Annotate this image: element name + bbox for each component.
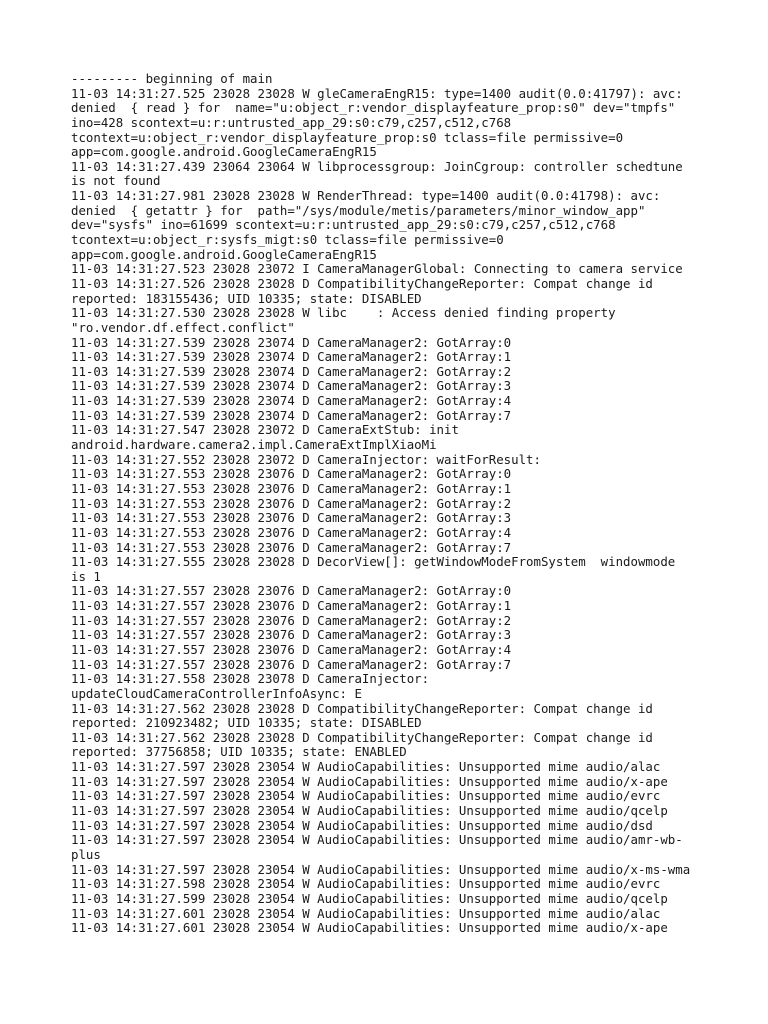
log-line: reported: 37756858; UID 10335; state: ENABLED (71, 744, 407, 760)
log-line: 11-03 14:31:27.557 23028 23076 D CameraManager2: GotArray:0 (71, 583, 512, 599)
log-line: 11-03 14:31:27.539 23028 23074 D CameraManager2: GotArray:1 (71, 349, 512, 365)
log-line: updateCloudCameraControllerInfoAsync: E (71, 685, 362, 701)
log-line: 11-03 14:31:27.597 23028 23054 W AudioCapabilities: Unsupported mime audio/qcelp (71, 803, 668, 819)
log-line: 11-03 14:31:27.539 23028 23074 D CameraManager2: GotArray:7 (71, 407, 512, 423)
log-line: 11-03 14:31:27.557 23028 23076 D CameraManager2: GotArray:4 (71, 641, 512, 657)
log-line: 11-03 14:31:27.557 23028 23076 D CameraManager2: GotArray:2 (71, 612, 512, 628)
log-line: 11-03 14:31:27.599 23028 23054 W AudioCapabilities: Unsupported mime audio/qcelp (71, 890, 668, 906)
log-line: 11-03 14:31:27.526 23028 23028 D CompatibilityChangeReporter: Compat change id (71, 275, 653, 291)
log-line: 11-03 14:31:27.557 23028 23076 D CameraManager2: GotArray:3 (71, 627, 512, 643)
log-line: 11-03 14:31:27.557 23028 23076 D CameraManager2: GotArray:7 (71, 656, 512, 672)
log-line: 11-03 14:31:27.552 23028 23072 D CameraInjector: waitForResult: (71, 451, 541, 467)
log-line: is not found (71, 173, 161, 189)
log-line: 11-03 14:31:27.597 23028 23054 W AudioCapabilities: Unsupported mime audio/amr-wb- (71, 832, 683, 848)
log-line: tcontext=u:object_r:sysfs_migt:s0 tclass=file permissive=0 (71, 232, 504, 248)
log-line: dev="sysfs" ino=61699 scontext=u:r:untrusted_app_29:s0:c79,c257,c512,c768 (71, 217, 616, 233)
log-line: tcontext=u:object_r:vendor_displayfeature_prop:s0 tclass=file permissive=0 (71, 129, 624, 145)
log-line: 11-03 14:31:27.553 23028 23076 D CameraManager2: GotArray:1 (71, 480, 512, 496)
log-line: 11-03 14:31:27.598 23028 23054 W AudioCapabilities: Unsupported mime audio/evrc (71, 876, 661, 892)
log-line: 11-03 14:31:27.557 23028 23076 D CameraManager2: GotArray:1 (71, 598, 512, 614)
log-line: is 1 (71, 568, 101, 584)
log-line: 11-03 14:31:27.547 23028 23072 D CameraExtStub: init (71, 422, 459, 438)
log-line: denied { getattr } for path="/sys/module/metis/parameters/minor_window_app" (71, 202, 646, 218)
log-line: 11-03 14:31:27.523 23028 23072 I CameraManagerGlobal: Connecting to camera service (71, 261, 683, 277)
log-line: 11-03 14:31:27.553 23028 23076 D CameraManager2: GotArray:0 (71, 466, 512, 482)
log-line: 11-03 14:31:27.439 23064 23064 W libprocessgroup: JoinCgroup: controller schedtune (71, 158, 683, 174)
log-line: 11-03 14:31:27.597 23028 23054 W AudioCapabilities: Unsupported mime audio/x-ms-wma (71, 861, 691, 877)
log-line: 11-03 14:31:27.530 23028 23028 W libc : Access denied finding property (71, 305, 616, 321)
log-line: ino=428 scontext=u:r:untrusted_app_29:s0:c79,c257,c512,c768 (71, 114, 512, 130)
log-line: 11-03 14:31:27.553 23028 23076 D CameraManager2: GotArray:3 (71, 510, 512, 526)
log-line: 11-03 14:31:27.525 23028 23028 W gleCameraEngR15: type=1400 audit(0.0:41797): avc: (71, 85, 683, 101)
log-line: 11-03 14:31:27.539 23028 23074 D CameraManager2: GotArray:2 (71, 363, 512, 379)
log-line: 11-03 14:31:27.601 23028 23054 W AudioCapabilities: Unsupported mime audio/alac (71, 905, 661, 921)
log-line: 11-03 14:31:27.539 23028 23074 D CameraManager2: GotArray:4 (71, 393, 512, 409)
log-line: 11-03 14:31:27.553 23028 23076 D CameraManager2: GotArray:4 (71, 524, 512, 540)
log-line: 11-03 14:31:27.597 23028 23054 W AudioCapabilities: Unsupported mime audio/alac (71, 759, 661, 775)
log-line: app=com.google.android.GoogleCameraEngR15 (71, 144, 377, 160)
log-line: app=com.google.android.GoogleCameraEngR15 (71, 246, 377, 262)
log-output (71, 72, 711, 936)
log-line: --------- beginning of main (71, 71, 273, 86)
log-line: 11-03 14:31:27.601 23028 23054 W AudioCapabilities: Unsupported mime audio/x-ape (71, 920, 668, 936)
log-line: 11-03 14:31:27.597 23028 23054 W AudioCapabilities: Unsupported mime audio/evrc (71, 788, 661, 804)
log-line: plus (71, 846, 101, 862)
log-line: 11-03 14:31:27.562 23028 23028 D CompatibilityChangeReporter: Compat change id (71, 700, 653, 716)
log-line: 11-03 14:31:27.562 23028 23028 D CompatibilityChangeReporter: Compat change id (71, 729, 653, 745)
log-line: reported: 183155436; UID 10335; state: DISABLED (71, 290, 422, 306)
log-line: 11-03 14:31:27.558 23028 23078 D CameraInjector: (71, 671, 430, 687)
log-line: 11-03 14:31:27.553 23028 23076 D CameraManager2: GotArray:7 (71, 539, 512, 555)
log-line: 11-03 14:31:27.597 23028 23054 W AudioCapabilities: Unsupported mime audio/x-ape (71, 773, 668, 789)
log-line: android.hardware.camera2.impl.CameraExtImplXiaoMi (71, 437, 437, 453)
log-line: "ro.vendor.df.effect.conflict" (71, 319, 295, 335)
log-line: 11-03 14:31:27.539 23028 23074 D CameraManager2: GotArray:0 (71, 334, 512, 350)
log-line: denied { read } for name="u:object_r:vendor_displayfeature_prop:s0" dev="tmpfs" (71, 100, 676, 116)
log-line: 11-03 14:31:27.539 23028 23074 D CameraManager2: GotArray:3 (71, 378, 512, 394)
log-line: 11-03 14:31:27.553 23028 23076 D CameraManager2: GotArray:2 (71, 495, 512, 511)
log-line: 11-03 14:31:27.981 23028 23028 W RenderThread: type=1400 audit(0.0:41798): avc: (71, 188, 661, 204)
log-line: 11-03 14:31:27.597 23028 23054 W AudioCapabilities: Unsupported mime audio/dsd (71, 817, 653, 833)
log-line: reported: 210923482; UID 10335; state: DISABLED (71, 715, 422, 731)
log-line: 11-03 14:31:27.555 23028 23028 D DecorView[]: getWindowModeFromSystem windowmode (71, 554, 676, 570)
